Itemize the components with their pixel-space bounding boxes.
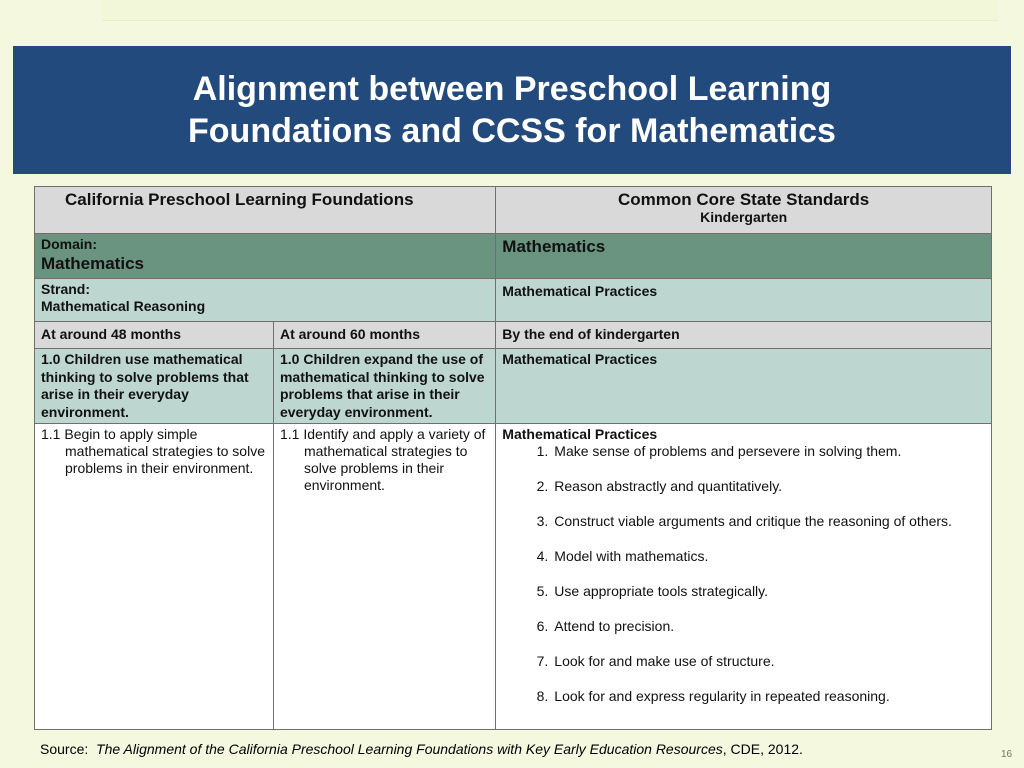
domain-cell	[35, 234, 496, 279]
strand-cell	[35, 279, 496, 322]
source-work-title: The Alignment of the California Preschool Learning Foundations with Key Early Education Resources	[96, 741, 723, 757]
sub-foundation-60-text: 1.1 Identify and apply a variety of mathematical strategies to solve problems in their environment.	[279, 426, 486, 493]
practices-row	[35, 424, 992, 730]
source-suffix: , CDE, 2012.	[722, 741, 803, 757]
alignment-table	[34, 186, 992, 730]
header-right-subtitle: Kindergarten	[700, 209, 788, 225]
list-item-text: Use appropriate tools strategically.	[554, 583, 769, 599]
practices-list	[502, 443, 985, 705]
age-60-months: At around 60 months	[273, 322, 495, 349]
foundation-right: Mathematical Practices	[496, 349, 992, 424]
list-item	[502, 688, 985, 705]
list-item	[502, 478, 985, 495]
top-decorative-band	[102, 0, 998, 21]
list-item-text: Make sense of problems and persevere in solving them.	[554, 443, 902, 459]
source-citation	[40, 741, 803, 757]
header-right	[496, 187, 992, 234]
list-item-number: 3.	[536, 513, 549, 529]
list-item-number: 2.	[536, 478, 549, 494]
page-number: 16	[1001, 749, 1013, 760]
age-row	[35, 322, 992, 349]
list-item	[502, 513, 985, 530]
list-item-number: 4.	[536, 548, 549, 564]
list-item-text: Construct viable arguments and critique the reasoning of others.	[554, 513, 952, 529]
strand-label: Strand:	[41, 281, 90, 297]
list-item-number: 5.	[536, 583, 549, 599]
list-item	[502, 548, 985, 565]
source-prefix: Source:	[40, 741, 89, 757]
list-item-text: Reason abstractly and quantitatively.	[554, 478, 783, 494]
sub-foundation-60	[273, 424, 495, 730]
table-header-row	[35, 187, 992, 234]
list-item-text: Look for and express regularity in repeated reasoning.	[554, 688, 890, 704]
title-bar	[13, 46, 1011, 174]
header-right-title: Common Core State Standards	[618, 190, 870, 209]
list-item	[502, 618, 985, 635]
list-item	[502, 583, 985, 600]
age-48-months: At around 48 months	[35, 322, 274, 349]
list-item-text: Look for and make use of structure.	[554, 653, 775, 669]
foundation-60: 1.0 Children expand the use of mathematical thinking to solve problems that arise in their everyday environment.	[273, 349, 495, 424]
sub-foundation-48-text: 1.1 Begin to apply simple mathematical strategies to solve problems in their environment.	[41, 426, 265, 476]
alignment-table-grid	[34, 186, 992, 730]
list-item	[502, 653, 985, 670]
header-left: California Preschool Learning Foundations	[35, 187, 496, 234]
sub-foundation-48	[35, 424, 274, 730]
list-item-text: Attend to precision.	[554, 618, 675, 634]
slide-title: Alignment between Preschool Learning Foundations and CCSS for Mathematics	[188, 70, 836, 150]
domain-value: Mathematics	[41, 254, 144, 273]
list-item-number: 7.	[536, 653, 549, 669]
foundation-row	[35, 349, 992, 424]
practices-cell	[496, 424, 992, 730]
domain-row	[35, 234, 992, 279]
age-end-kindergarten: By the end of kindergarten	[496, 322, 992, 349]
domain-right: Mathematics	[496, 234, 992, 279]
strand-row	[35, 279, 992, 322]
list-item-text: Model with mathematics.	[554, 548, 709, 564]
list-item	[502, 443, 985, 460]
list-item-number: 8.	[536, 688, 549, 704]
domain-label: Domain:	[41, 236, 97, 252]
strand-right: Mathematical Practices	[496, 279, 992, 322]
practices-title: Mathematical Practices	[502, 426, 658, 442]
strand-value: Mathematical Reasoning	[41, 298, 206, 314]
list-item-number: 6.	[536, 618, 549, 634]
foundation-48: 1.0 Children use mathematical thinking to solve problems that arise in their everyday environment.	[35, 349, 274, 424]
list-item-number: 1.	[536, 443, 549, 459]
